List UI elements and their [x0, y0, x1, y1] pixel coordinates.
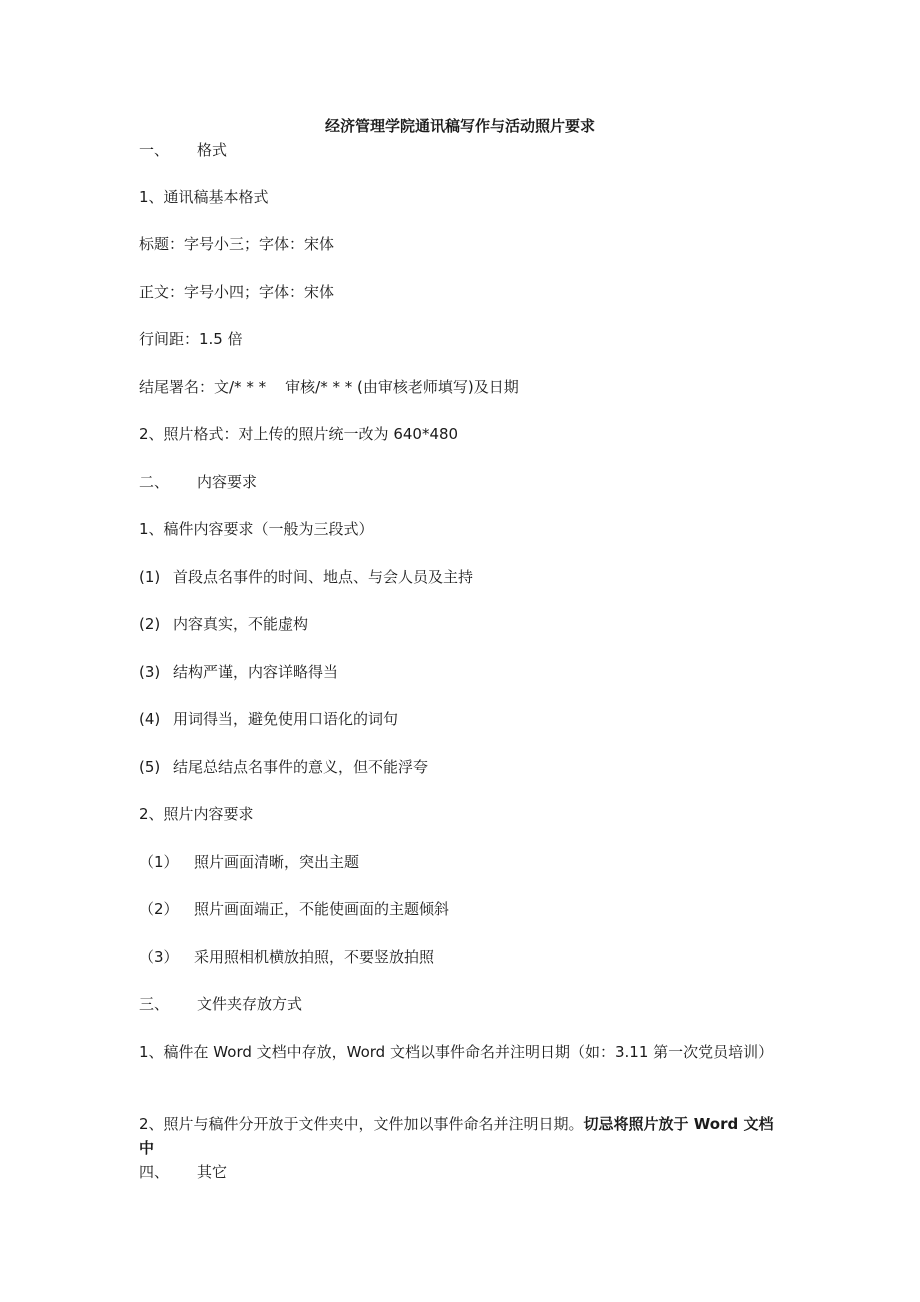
list-item	[139, 755, 428, 779]
subsection-3-2-text: 2、照片与稿件分开放于文件夹中，文件加以事件命名并注明日期。	[139, 1115, 584, 1133]
subsection-1-1: 1、通讯稿基本格式	[139, 188, 269, 206]
subsection-3-2-warning: 切忌将照片放于 Word 文档中	[139, 1115, 774, 1157]
list-item-number: (5)	[139, 758, 161, 776]
subsection-2-1: 1、稿件内容要求（一般为三段式）	[139, 520, 374, 538]
list-item	[139, 565, 473, 589]
list-item-number: (1)	[139, 568, 161, 586]
list-item-text: 照片画面清晰，突出主题	[194, 853, 360, 871]
list-item-number: (2)	[139, 615, 161, 633]
section-3-label: 文件夹存放方式	[197, 995, 303, 1013]
subsection-3-1: 1、稿件在 Word 文档中存放，Word 文档以事件命名并注明日期（如：3.11 第一次党员培训）	[139, 1043, 774, 1061]
list-item	[139, 945, 434, 969]
section-1-number: 一、	[139, 141, 170, 159]
section-3-heading	[139, 992, 302, 1016]
list-item-text: 结尾总结点名事件的意义，但不能浮夸	[173, 758, 429, 776]
list-item-number: （3）	[139, 948, 179, 966]
section-4-label: 其它	[197, 1163, 228, 1181]
line-spacing-line: 行间距：1.5 倍	[139, 330, 243, 348]
section-3-number: 三、	[139, 995, 170, 1013]
list-item	[139, 850, 359, 874]
list-item	[139, 612, 308, 636]
document-title: 经济管理学院通讯稿写作与活动照片要求	[324, 117, 595, 135]
list-item-text: 照片画面端正，不能使画面的主题倾斜	[194, 900, 450, 918]
body-format-line: 正文：字号小四；字体：宋体	[139, 283, 335, 301]
section-2-number: 二、	[139, 473, 170, 491]
list-item	[139, 897, 449, 921]
list-item	[139, 660, 338, 684]
signature-line: 结尾署名：文/* * * 审核/* * * (由审核老师填写)及日期	[139, 378, 519, 396]
subsection-3-2	[139, 1112, 784, 1160]
list-item-number: （1）	[139, 853, 179, 871]
subsection-1-2: 2、照片格式：对上传的照片统一改为 640*480	[139, 425, 459, 443]
title-format-line: 标题：字号小三；字体：宋体	[139, 235, 335, 253]
list-item-text: 结构严谨，内容详略得当	[173, 663, 339, 681]
subsection-2-2: 2、照片内容要求	[139, 805, 254, 823]
section-2-heading	[139, 470, 257, 494]
list-item-text: 用词得当，避免使用口语化的词句	[173, 710, 399, 728]
section-1-label: 格式	[197, 141, 228, 159]
section-2-label: 内容要求	[197, 473, 258, 491]
list-item-text: 首段点名事件的时间、地点、与会人员及主持	[173, 568, 474, 586]
section-4-number: 四、	[139, 1163, 170, 1181]
list-item-text: 内容真实，不能虚构	[173, 615, 309, 633]
section-1-heading	[139, 138, 227, 162]
list-item-number: (4)	[139, 710, 161, 728]
list-item-number: （2）	[139, 900, 179, 918]
list-item-text: 采用照相机横放拍照，不要竖放拍照	[194, 948, 435, 966]
list-item-number: (3)	[139, 663, 161, 681]
section-4-heading	[139, 1160, 227, 1184]
list-item	[139, 707, 398, 731]
